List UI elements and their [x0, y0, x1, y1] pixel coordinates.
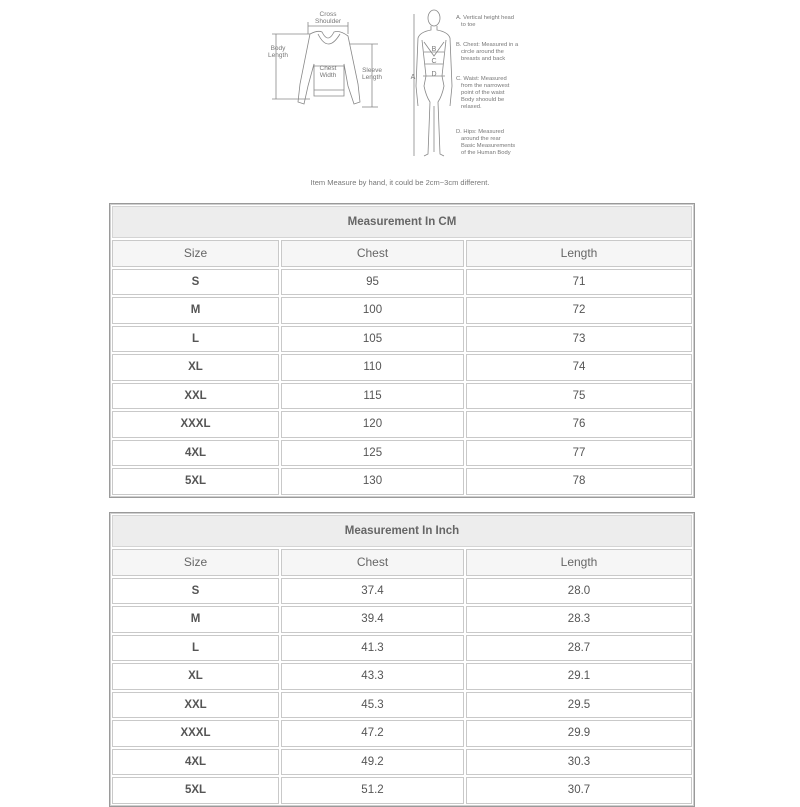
marker-a: A	[410, 74, 416, 81]
cell-chest: 105	[281, 326, 464, 353]
cell-size: M	[112, 606, 279, 633]
legend-c-5: relaxed.	[461, 104, 482, 110]
shirt-measurement-diagram	[262, 4, 392, 116]
column-header-length: Length	[466, 240, 692, 267]
cell-size: 4XL	[112, 749, 279, 776]
legend-a-2: to toe	[461, 22, 476, 28]
cell-chest: 49.2	[281, 749, 464, 776]
legend-b-2: circle around the	[461, 49, 504, 55]
label-chest-width: Chest	[319, 65, 337, 72]
table-title: Measurement In Inch	[112, 515, 692, 547]
legend-d-4: of the Human Body	[461, 150, 511, 156]
cell-size: L	[112, 635, 279, 662]
cell-chest: 125	[281, 440, 464, 467]
table-row	[112, 578, 692, 605]
cell-size: S	[112, 269, 279, 296]
legend-d-2: around the rear	[461, 136, 501, 142]
cell-size: 4XL	[112, 440, 279, 467]
cell-size: XL	[112, 663, 279, 690]
legend-c-4: Body shoould be	[461, 97, 505, 103]
label-cross-shoulder-2: Shoulder	[314, 18, 342, 25]
size-table-inch	[109, 512, 695, 807]
cell-size: XXXL	[112, 720, 279, 747]
legend-d-3: Basic Measurements	[461, 143, 516, 149]
label-body-length: Body	[270, 45, 286, 52]
cell-chest: 120	[281, 411, 464, 438]
body-measurement-diagram	[408, 6, 538, 166]
table-row	[112, 635, 692, 662]
cell-size: XXL	[112, 383, 279, 410]
table-row	[112, 440, 692, 467]
cell-size: L	[112, 326, 279, 353]
marker-b: B	[431, 46, 437, 53]
table-row	[112, 468, 692, 495]
column-header-length: Length	[466, 549, 692, 576]
marker-d: D	[431, 71, 437, 78]
table-row	[112, 297, 692, 324]
table-row	[112, 326, 692, 353]
cell-chest: 95	[281, 269, 464, 296]
cell-length: 30.7	[466, 777, 692, 804]
cell-size: M	[112, 297, 279, 324]
marker-c: C	[431, 58, 437, 65]
label-chest-width-2: Width	[319, 72, 337, 79]
cell-size: 5XL	[112, 777, 279, 804]
legend-c-1: C. Waist: Measured	[456, 76, 507, 82]
legend-c-2: from the narrowest	[461, 83, 510, 89]
table-row	[112, 692, 692, 719]
table-row	[112, 354, 692, 381]
table-row	[112, 606, 692, 633]
column-header-chest: Chest	[281, 549, 464, 576]
cell-length: 29.1	[466, 663, 692, 690]
legend-c-3: point of the waist	[461, 90, 505, 96]
cell-size: S	[112, 578, 279, 605]
label-cross-shoulder: Cross	[319, 11, 337, 18]
table-row	[112, 383, 692, 410]
cell-length: 29.9	[466, 720, 692, 747]
cell-chest: 45.3	[281, 692, 464, 719]
cell-size: XL	[112, 354, 279, 381]
cell-chest: 115	[281, 383, 464, 410]
cell-chest: 130	[281, 468, 464, 495]
cell-length: 28.7	[466, 635, 692, 662]
table-title: Measurement In CM	[112, 206, 692, 238]
cell-length: 73	[466, 326, 692, 353]
cell-length: 29.5	[466, 692, 692, 719]
cell-length: 28.3	[466, 606, 692, 633]
table-row	[112, 663, 692, 690]
label-body-length-2: Length	[268, 52, 288, 59]
cell-length: 75	[466, 383, 692, 410]
cell-length: 71	[466, 269, 692, 296]
cell-chest: 100	[281, 297, 464, 324]
cell-size: 5XL	[112, 468, 279, 495]
legend-d-1: D. Hips: Measured	[456, 129, 505, 135]
column-header-size: Size	[112, 549, 279, 576]
table-row	[112, 749, 692, 776]
cell-chest: 41.3	[281, 635, 464, 662]
cell-chest: 39.4	[281, 606, 464, 633]
cell-chest: 110	[281, 354, 464, 381]
cell-size: XXXL	[112, 411, 279, 438]
cell-size: XXL	[112, 692, 279, 719]
label-sleeve-length-2: Length	[362, 74, 382, 81]
cell-chest: 37.4	[281, 578, 464, 605]
legend-b-1: B. Chest: Measured in a	[456, 42, 519, 48]
cell-chest: 47.2	[281, 720, 464, 747]
table-row	[112, 269, 692, 296]
legend-a-1: A. Vertical height head	[456, 15, 515, 21]
legend-b-3: breasts and back	[461, 56, 506, 62]
size-table-cm	[109, 203, 695, 498]
cell-length: 78	[466, 468, 692, 495]
measurement-note: Item Measure by hand, it could be 2cm~3cm different.	[310, 178, 490, 187]
cell-length: 72	[466, 297, 692, 324]
cell-chest: 43.3	[281, 663, 464, 690]
column-header-chest: Chest	[281, 240, 464, 267]
label-sleeve-length: Sleeve	[362, 67, 382, 74]
cell-length: 28.0	[466, 578, 692, 605]
column-header-size: Size	[112, 240, 279, 267]
cell-length: 30.3	[466, 749, 692, 776]
cell-chest: 51.2	[281, 777, 464, 804]
cell-length: 76	[466, 411, 692, 438]
cell-length: 74	[466, 354, 692, 381]
table-row	[112, 411, 692, 438]
table-row	[112, 720, 692, 747]
cell-length: 77	[466, 440, 692, 467]
